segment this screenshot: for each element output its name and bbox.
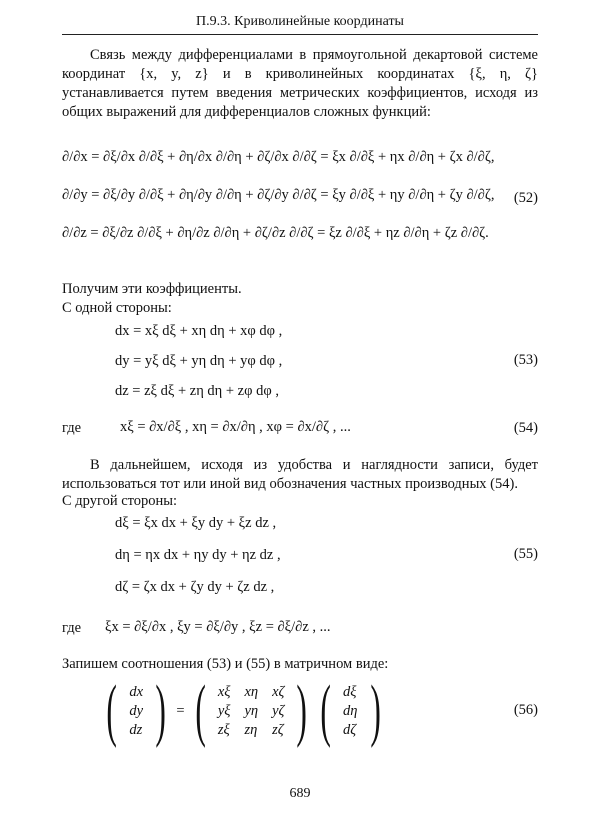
equals-sign: = — [176, 702, 185, 719]
equation-52-row-x: ∂/∂x = ∂ξ/∂x ∂/∂ξ + ∂η/∂x ∂/∂η + ∂ζ/∂x ∂/∂ζ = ξx ∂/∂ξ + ηx ∂/∂η + ζx ∂/∂ζ, — [62, 149, 495, 165]
text-where-1: где — [62, 420, 82, 436]
matrix-cell: xη — [244, 683, 259, 700]
right-paren-icon: ) — [155, 672, 166, 749]
matrix-cell: yζ — [272, 702, 285, 719]
lhs-cell: dy — [129, 702, 143, 719]
jacobian-matrix — [212, 684, 291, 739]
matrix-cell: xζ — [272, 683, 285, 700]
lhs-cell: dz — [129, 721, 143, 738]
equation-53-row-dy: dy = yξ dξ + yη dη + yφ dφ , — [115, 353, 283, 369]
equation-number-55: (55) — [513, 546, 538, 562]
left-paren-icon: ( — [194, 672, 206, 749]
lhs-cell: dx — [129, 683, 143, 700]
lhs-vector — [123, 684, 149, 739]
equation-55-row-dxi: dξ = ξx dx + ξy dy + ξz dz , — [115, 515, 277, 531]
equation-55-row-deta: dη = ηx dx + ηy dy + ηz dz , — [115, 547, 281, 563]
equation-55-partials: ξx = ∂ξ/∂x , ξy = ∂ξ/∂y , ξz = ∂ξ/∂z , ... — [105, 619, 331, 635]
paragraph-notation: В дальнейшем, исходя из удобства и наглядности записи, будет использоваться тот или иной вид обозначения частных производных (54). — [62, 457, 538, 492]
equation-53-row-dz: dz = zξ dξ + zη dη + zφ dφ , — [115, 383, 279, 399]
text-one-side: С одной стороны: — [62, 300, 172, 316]
right-paren-icon: ) — [369, 672, 381, 749]
equation-52-row-z: ∂/∂z = ∂ξ/∂z ∂/∂ξ + ∂η/∂z ∂/∂η + ∂ζ/∂z ∂/∂ζ = ξz ∂/∂ξ + ηz ∂/∂η + ζz ∂/∂ζ. — [62, 225, 489, 241]
equation-54: xξ = ∂x/∂ξ , xη = ∂x/∂η , xφ = ∂x/∂ζ , ... — [120, 419, 351, 435]
equation-53-row-dx: dx = xξ dξ + xη dη + xφ dφ , — [115, 323, 283, 339]
rhs-cell: dξ — [343, 683, 357, 700]
matrix-cell: zζ — [272, 721, 284, 738]
equation-56 — [100, 672, 387, 749]
equation-55-row-dzeta: dζ = ζx dx + ζy dy + ζz dz , — [115, 579, 275, 595]
matrix-cell: xξ — [217, 683, 231, 700]
rhs-cell: dη — [343, 702, 358, 719]
equation-number-52: (52) — [513, 190, 538, 206]
right-paren-icon: ) — [296, 672, 308, 749]
matrix-cell: zη — [244, 721, 258, 738]
matrix-cell: zξ — [217, 721, 230, 738]
matrix-cell: yξ — [217, 702, 231, 719]
equation-52-row-y: ∂/∂y = ∂ξ/∂y ∂/∂ξ + ∂η/∂y ∂/∂η + ∂ζ/∂y ∂/∂ζ = ξy ∂/∂ξ + ηy ∂/∂η + ζy ∂/∂ζ, — [62, 187, 495, 203]
page-number: 689 — [289, 786, 311, 801]
equation-number-54: (54) — [513, 420, 538, 436]
text-matrix-form: Запишем соотношения (53) и (55) в матричном виде: — [62, 656, 389, 672]
equation-number-56: (56) — [513, 702, 538, 718]
text-where-2: где — [62, 620, 82, 636]
rhs-vector — [337, 684, 363, 739]
text-other-side: С другой стороны: — [62, 493, 178, 509]
paragraph-intro: Связь между дифференциалами в прямоугольной декартовой системе координат {x, y, z} и в криволинейных координатах {ξ, η, ζ} устанавливается путем введения метрических коэффициентов, исходя из общих выражений для дифференциалов сложных функций: — [62, 47, 538, 120]
running-header: П.9.3. Криволинейные координаты — [62, 12, 538, 35]
matrix-cell: yη — [244, 702, 259, 719]
rhs-cell: dζ — [343, 721, 357, 738]
equation-number-53: (53) — [513, 352, 538, 368]
left-paren-icon: ( — [320, 672, 331, 749]
left-paren-icon: ( — [106, 672, 117, 749]
text-get-coefficients: Получим эти коэффициенты. — [62, 281, 242, 297]
